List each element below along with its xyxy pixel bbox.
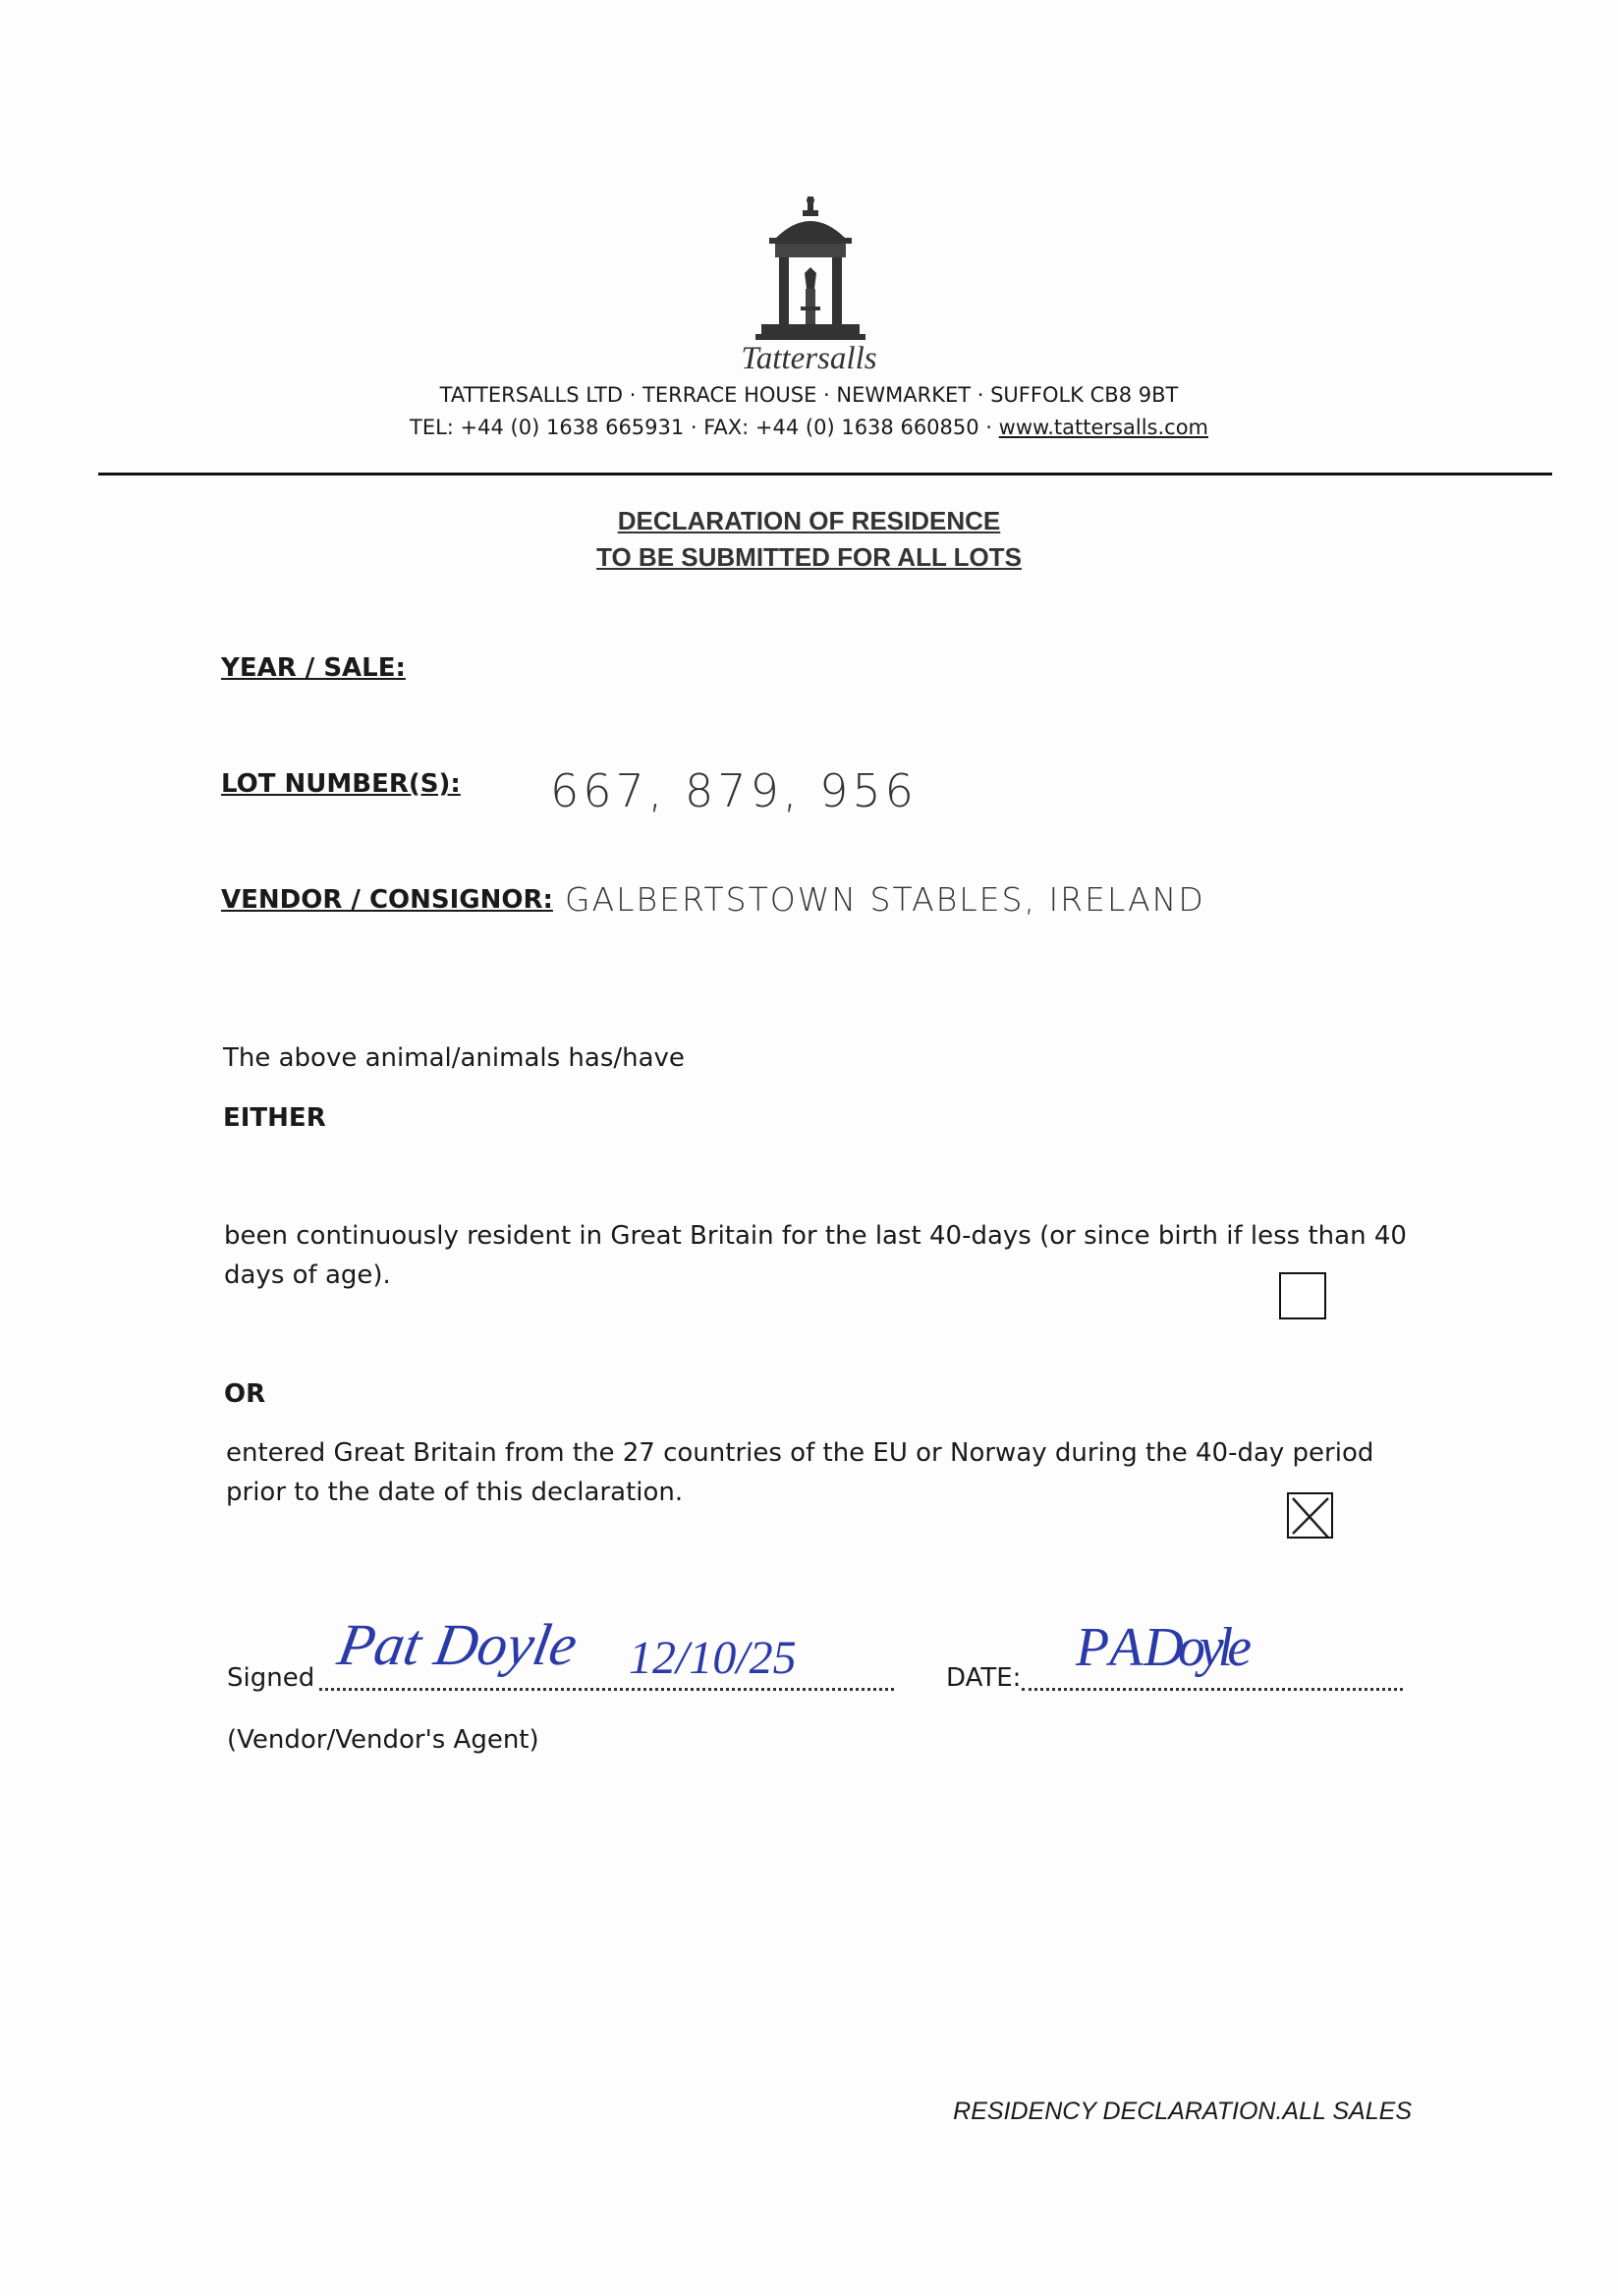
contact-numbers: TEL: +44 (0) 1638 665931 · FAX: +44 (0) 1638 660850 · bbox=[410, 416, 999, 439]
date-label: DATE: bbox=[946, 1663, 1022, 1693]
website-link[interactable]: www.tattersalls.com bbox=[998, 416, 1208, 439]
signer-role-caption: (Vendor/Vendor's Agent) bbox=[227, 1725, 539, 1755]
tattersalls-logo bbox=[752, 196, 869, 342]
lot-numbers-label: LOT NUMBER(S): bbox=[221, 769, 461, 799]
option2-text-line1: entered Great Britain from the 27 countries of the EU or Norway during the 40-day period bbox=[226, 1438, 1374, 1468]
document-title: DECLARATION OF RESIDENCE bbox=[617, 506, 1001, 535]
either-label: EITHER bbox=[223, 1103, 326, 1133]
signature-line bbox=[319, 1688, 894, 1691]
date-line bbox=[1022, 1688, 1403, 1691]
logo-wordmark: Tattersalls bbox=[741, 341, 877, 376]
vendor-consignor-label: VENDOR / CONSIGNOR: bbox=[221, 885, 553, 915]
option2-text-line2: prior to the date of this declaration. bbox=[226, 1478, 684, 1507]
company-address: TATTERSALLS LTD · TERRACE HOUSE · NEWMARKET · SUFFOLK CB8 9BT bbox=[439, 383, 1179, 407]
lot-numbers-value[interactable]: 667, 879, 956 bbox=[550, 764, 918, 817]
form-footer-name: RESIDENCY DECLARATION.ALL SALES bbox=[953, 2098, 1412, 2125]
company-contact bbox=[0, 416, 1618, 439]
option2-checkbox[interactable] bbox=[1287, 1492, 1333, 1539]
option1-checkbox[interactable] bbox=[1279, 1272, 1326, 1319]
year-sale-label: YEAR / SALE: bbox=[221, 653, 406, 683]
option1-text-line1: been continuously resident in Great Britain for the last 40-days (or since birth if less than 40 bbox=[224, 1221, 1407, 1251]
signed-date[interactable]: 12/10/25 bbox=[629, 1632, 797, 1684]
signed-label: Signed bbox=[227, 1663, 315, 1693]
intro-text: The above animal/animals has/have bbox=[223, 1043, 685, 1073]
date-field-signature[interactable]: P A Doyle bbox=[1076, 1617, 1247, 1678]
vendor-consignor-value[interactable]: GALBERTSTOWN STABLES, IRELAND bbox=[565, 880, 1205, 919]
option1-text-line2: days of age). bbox=[224, 1260, 391, 1290]
header-divider bbox=[98, 473, 1552, 476]
checkbox-cross-icon bbox=[1289, 1494, 1331, 1537]
vendor-signature[interactable]: Pat Doyle bbox=[333, 1612, 583, 1677]
or-label: OR bbox=[224, 1379, 266, 1409]
document-subtitle: TO BE SUBMITTED FOR ALL LOTS bbox=[596, 542, 1022, 572]
